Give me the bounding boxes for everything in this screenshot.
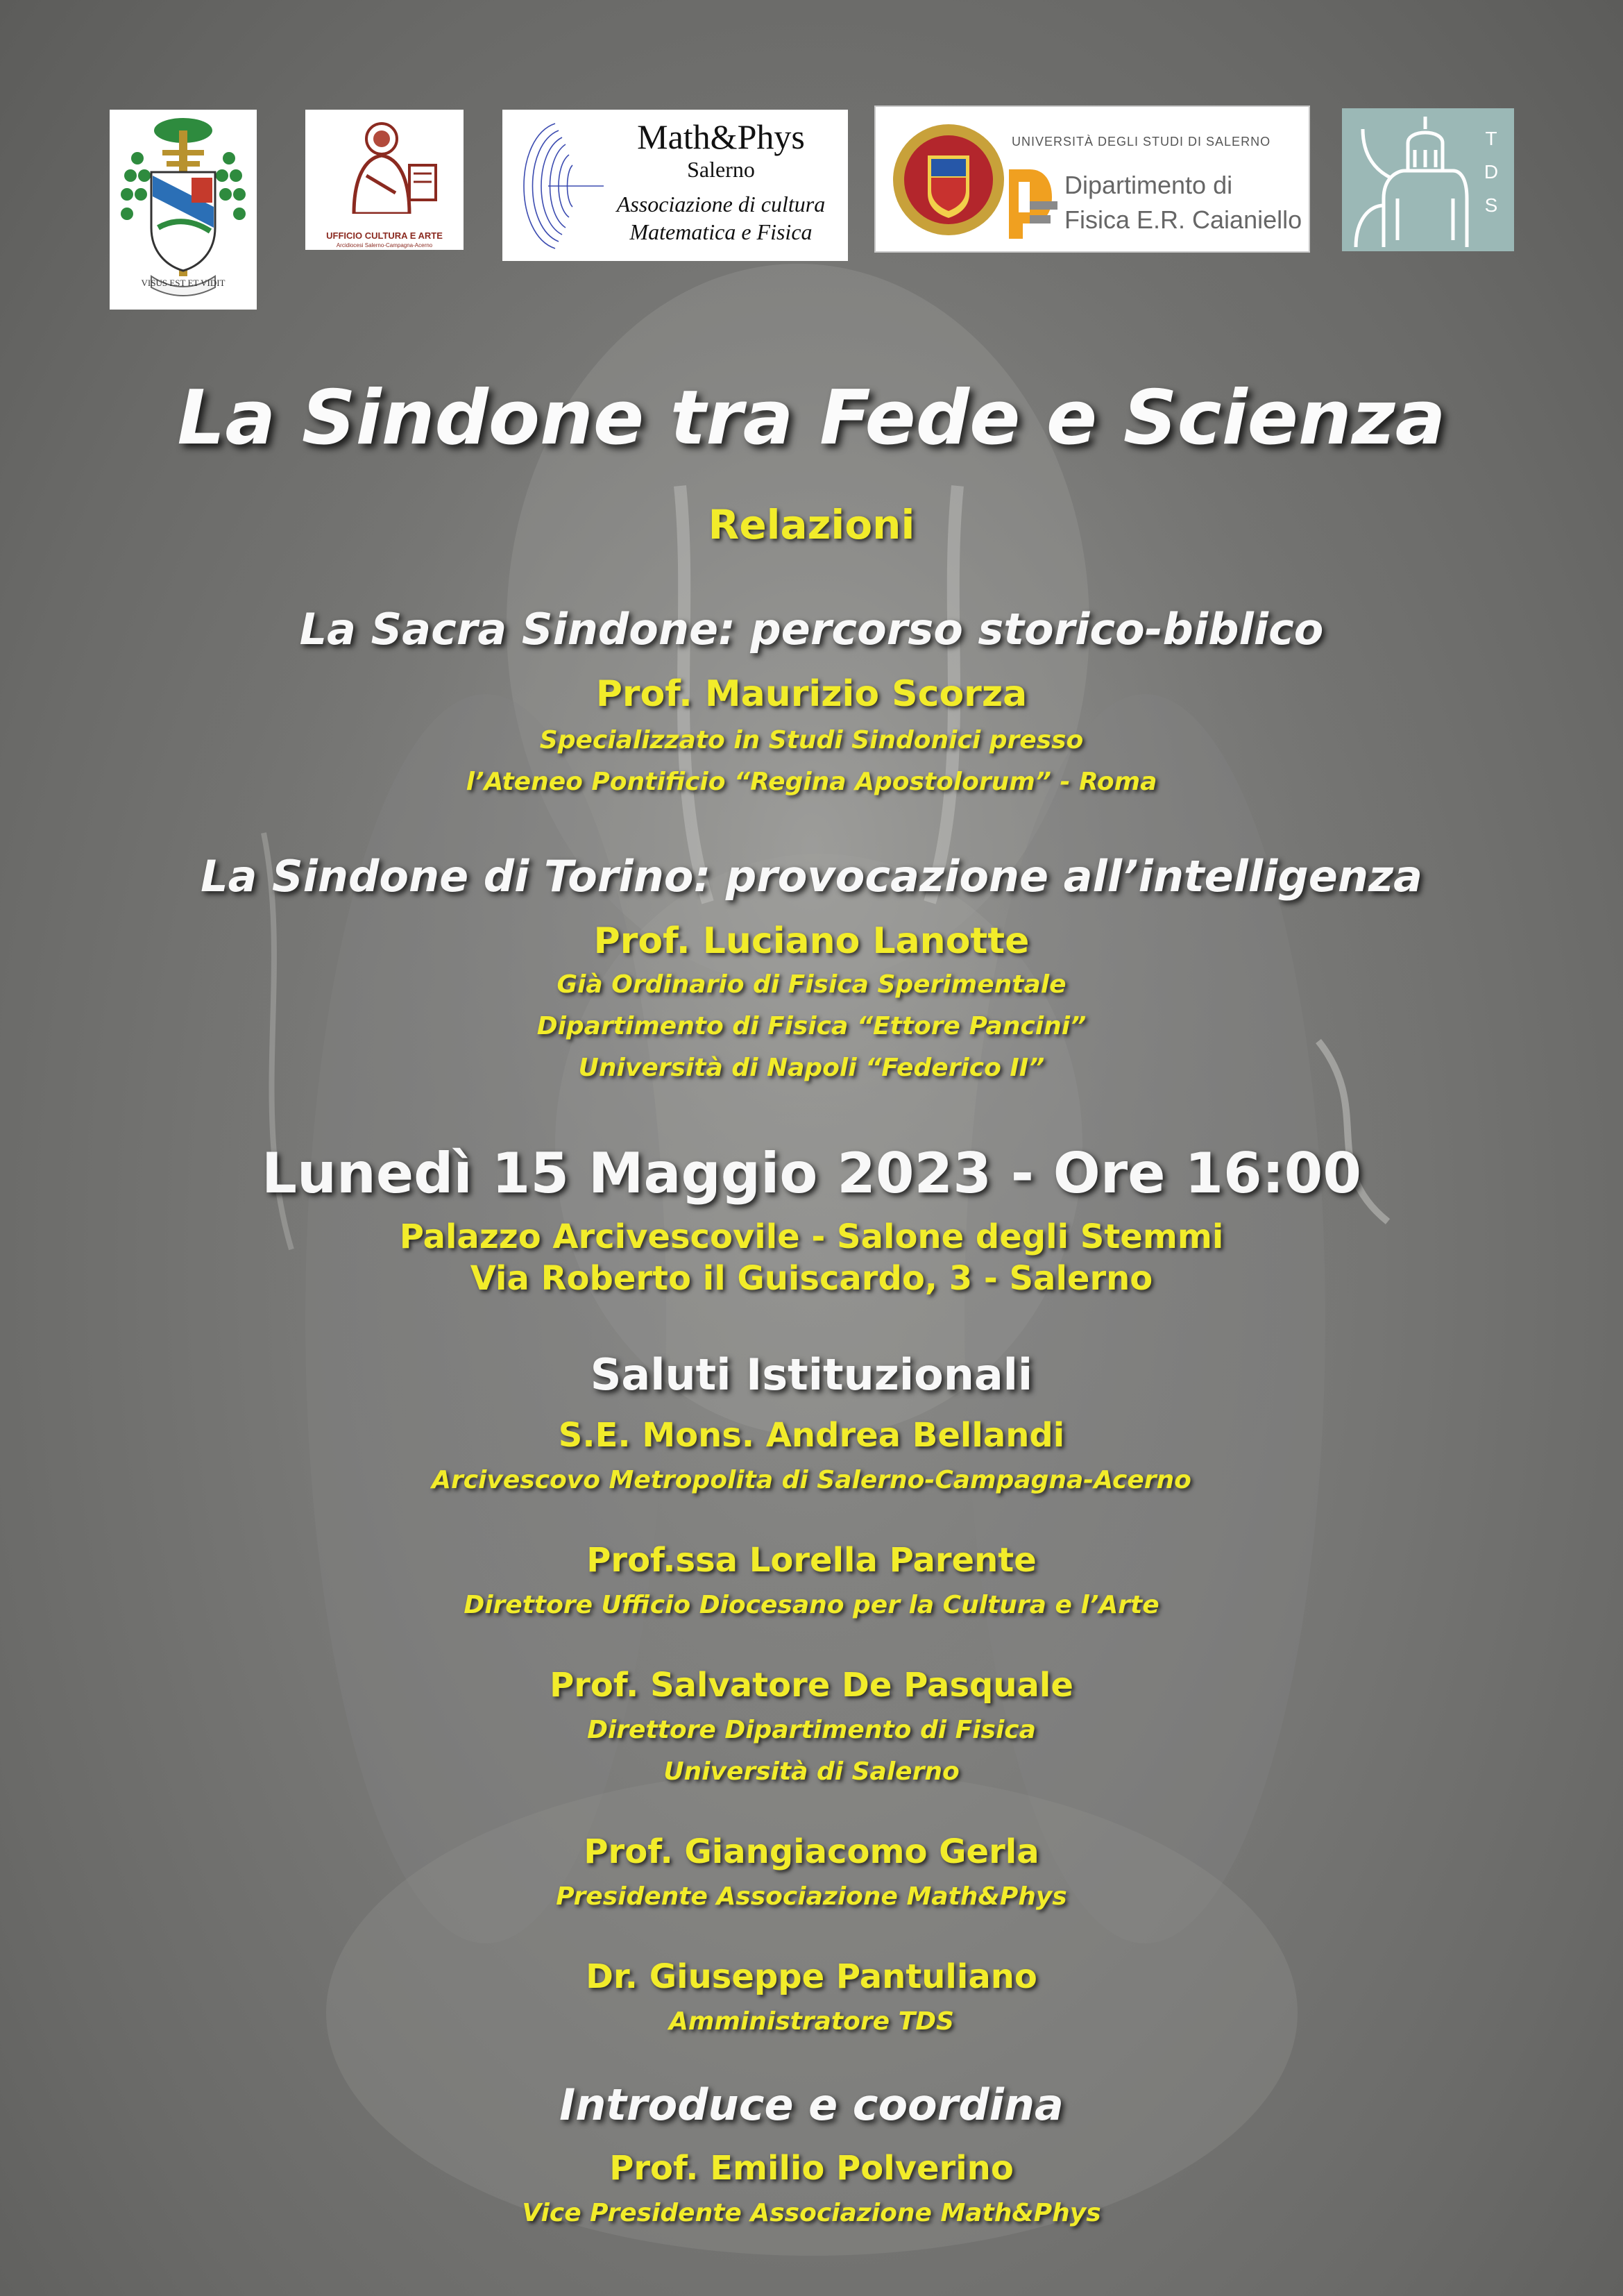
talk-1-affiliation-2: l’Ateneo Pontificio “Regina Apostolorum” - Roma	[466, 768, 1157, 796]
talk-2-title: La Sindone di Torino: provocazione all’intelligenza	[201, 851, 1422, 902]
intro-heading: Introduce e coordina	[559, 2079, 1064, 2130]
saluti-4-name: Prof. Giangiacomo Gerla	[584, 1832, 1039, 1871]
saluti-4-role: Presidente Associazione Math&Phys	[556, 1882, 1067, 1911]
saluti-heading: Saluti Istituzionali	[590, 1349, 1033, 1400]
talk-1-speaker: Prof. Maurizio Scorza	[595, 673, 1028, 715]
saluti-2-role: Direttore Ufficio Diocesano per la Cultura e l’Arte	[464, 1591, 1159, 1619]
talk-2-affiliation-2: Dipartimento di Fisica “Ettore Pancini”	[536, 1012, 1087, 1040]
saluti-3-role-2: Università di Salerno	[663, 1757, 960, 1786]
relazioni-heading: Relazioni	[708, 501, 915, 548]
intro-name: Prof. Emilio Polverino	[609, 2149, 1014, 2188]
unisa-department-line-2: Fisica E.R. Caianiello	[1064, 205, 1302, 234]
saluti-1-role: Arcivescovo Metropolita di Salerno-Campagna-Acerno	[432, 1466, 1191, 1494]
saint-figure-icon	[305, 110, 464, 214]
talk-2-affiliation-1: Già Ordinario di Fisica Sperimentale	[556, 970, 1067, 999]
venue-line-1: Palazzo Arcivescovile - Salone degli Stemmi	[399, 1217, 1224, 1256]
archbishop-coat-of-arms-logo	[110, 110, 257, 310]
ufficio-logo-subtitle: Arcidiocesi Salerno-Campagna-Acerno	[336, 242, 433, 248]
talk-2-affiliation-3: Università di Napoli “Federico II”	[578, 1054, 1045, 1082]
tds-label: TDS	[1484, 128, 1499, 216]
intro-role: Vice Presidente Associazione Math&Phys	[522, 2199, 1101, 2227]
poster-title: La Sindone tra Fede e Scienza	[177, 375, 1446, 462]
ufficio-logo-title: UFFICIO CULTURA E ARTE	[326, 230, 443, 241]
math-phys-subtitle-2: Matematica e Fisica	[629, 219, 813, 244]
coat-of-arms-motto: VISUS EST ET VIDIT	[141, 278, 226, 288]
saluti-2-name: Prof.ssa Lorella Parente	[586, 1541, 1037, 1580]
logo-row	[0, 0, 1623, 319]
unisa-department-line-1: Dipartimento di	[1064, 171, 1233, 199]
math-phys-city: Salerno	[687, 157, 755, 182]
unisa-physics-department-logo	[874, 105, 1310, 253]
math-phys-association-logo	[502, 110, 848, 261]
math-phys-subtitle-1: Associazione di cultura	[616, 192, 826, 217]
saluti-3-name: Prof. Salvatore De Pasquale	[550, 1666, 1073, 1705]
talk-1-title: La Sacra Sindone: percorso storico-biblico	[299, 604, 1324, 655]
unisa-seal-icon	[890, 121, 1008, 239]
saluti-5-role: Amministratore TDS	[669, 2007, 954, 2036]
venue-line-2: Via Roberto il Guiscardo, 3 - Salerno	[470, 1259, 1153, 1298]
saluti-5-name: Dr. Giuseppe Pantuliano	[586, 1957, 1037, 1996]
saluti-1-name: S.E. Mons. Andrea Bellandi	[558, 1416, 1065, 1455]
coat-of-arms-icon	[110, 110, 257, 310]
talk-2-speaker: Prof. Luciano Lanotte	[593, 920, 1030, 962]
tds-logo	[1342, 108, 1514, 251]
saluti-3-role-1: Direttore Dipartimento di Fisica	[587, 1716, 1036, 1744]
math-phys-emblem-icon	[507, 117, 611, 255]
ufficio-cultura-arte-logo	[305, 110, 464, 250]
event-date-time: Lunedì 15 Maggio 2023 - Ore 16:00	[262, 1141, 1361, 1206]
df-monogram-icon	[1002, 162, 1064, 239]
math-phys-title: Math&Phys	[637, 117, 805, 156]
talk-1-affiliation-1: Specializzato in Studi Sindonici presso	[539, 726, 1084, 754]
unisa-name: UNIVERSITÀ DEGLI STUDI DI SALERNO	[1012, 135, 1271, 149]
